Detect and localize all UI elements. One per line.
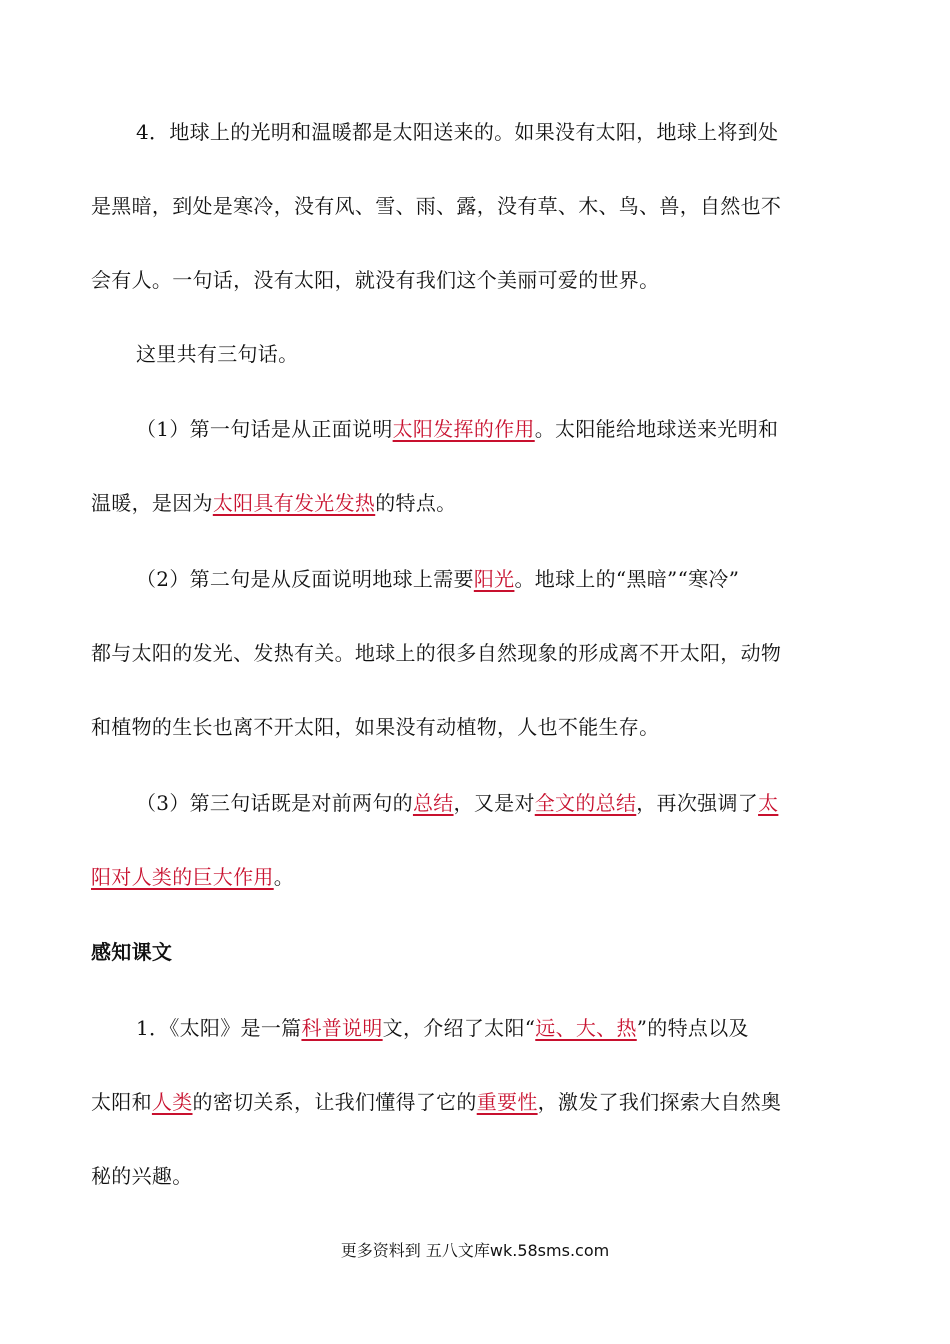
text-run: （1）第一句话是从正面说明 bbox=[136, 417, 393, 441]
text-run: 秘的兴趣。 bbox=[91, 1164, 193, 1188]
answer-highlight: 远、大、热 bbox=[535, 1016, 637, 1040]
text-run: 文，介绍了太阳“ bbox=[382, 1016, 536, 1040]
answer-highlight: 太 bbox=[758, 791, 779, 815]
text-run: 。太阳能给地球送来光明和 bbox=[534, 417, 779, 441]
point-1-line-2 bbox=[91, 489, 861, 517]
text-run: （3）第三句话既是对前两句的 bbox=[136, 791, 413, 815]
paragraph-4-line-2 bbox=[91, 192, 861, 220]
text-run: 这里共有三句话。 bbox=[136, 342, 299, 366]
answer-highlight: 阳对人类的巨大作用 bbox=[91, 865, 274, 889]
paragraph-4-line-3 bbox=[91, 266, 861, 294]
answer-highlight: 阳光 bbox=[473, 567, 515, 591]
answer-highlight: 科普说明 bbox=[301, 1016, 383, 1040]
answer-highlight: 重要性 bbox=[476, 1090, 538, 1114]
text-run: 温暖，是因为 bbox=[91, 491, 213, 515]
summary-line bbox=[136, 340, 861, 368]
answer-highlight: 太阳发挥的作用 bbox=[392, 417, 535, 441]
answer-highlight: 总结 bbox=[412, 791, 454, 815]
item-1-line-2 bbox=[91, 1088, 861, 1116]
text-run: 太阳和 bbox=[91, 1090, 152, 1114]
text-run: 和植物的生长也离不开太阳，如果没有动植物，人也不能生存。 bbox=[91, 715, 660, 739]
text-run: 4．地球上的光明和温暖都是太阳送来的。如果没有太阳，地球上将到处 bbox=[136, 120, 779, 144]
answer-highlight: 太阳具有发光发热 bbox=[212, 491, 376, 515]
point-2-line-3 bbox=[91, 713, 861, 741]
point-1-line-1 bbox=[136, 415, 861, 443]
answer-highlight: 人类 bbox=[151, 1090, 193, 1114]
text-run: ，激发了我们探索大自然奥 bbox=[537, 1090, 782, 1114]
text-run: 。地球上的“黑暗”“寒冷” bbox=[514, 567, 740, 591]
text-run: 1．《太阳》是一篇 bbox=[136, 1016, 302, 1040]
text-run: 的密切关系，让我们懂得了它的 bbox=[192, 1090, 477, 1114]
text-run: 。 bbox=[273, 865, 295, 889]
section-heading: 感知课文 bbox=[91, 940, 173, 964]
text-run: 会有人。一句话，没有太阳，就没有我们这个美丽可爱的世界。 bbox=[91, 268, 660, 292]
text-run: 都与太阳的发光、发热有关。地球上的很多自然现象的形成离不开太阳，动物 bbox=[91, 641, 782, 665]
point-2-line-1 bbox=[136, 565, 861, 593]
text-run: （2）第二句是从反面说明地球上需要 bbox=[136, 567, 474, 591]
text-run: 是黑暗，到处是寒冷，没有风、雪、雨、露，没有草、木、鸟、兽，自然也不 bbox=[91, 194, 782, 218]
paragraph-4-line-1 bbox=[136, 118, 861, 146]
text-run: ”的特点以及 bbox=[636, 1016, 749, 1040]
text-run: ，再次强调了 bbox=[636, 791, 759, 815]
point-2-line-2 bbox=[91, 639, 861, 667]
page-footer: 更多资料到 五八文库wk.58sms.com bbox=[340, 1241, 610, 1260]
point-3-line-2 bbox=[91, 863, 861, 891]
answer-highlight: 全文的总结 bbox=[534, 791, 637, 815]
item-1-line-3 bbox=[91, 1162, 861, 1190]
item-1-line-1 bbox=[136, 1014, 861, 1042]
text-run: 的特点。 bbox=[375, 491, 457, 515]
point-3-line-1 bbox=[136, 789, 861, 817]
text-run: ，又是对 bbox=[453, 791, 535, 815]
